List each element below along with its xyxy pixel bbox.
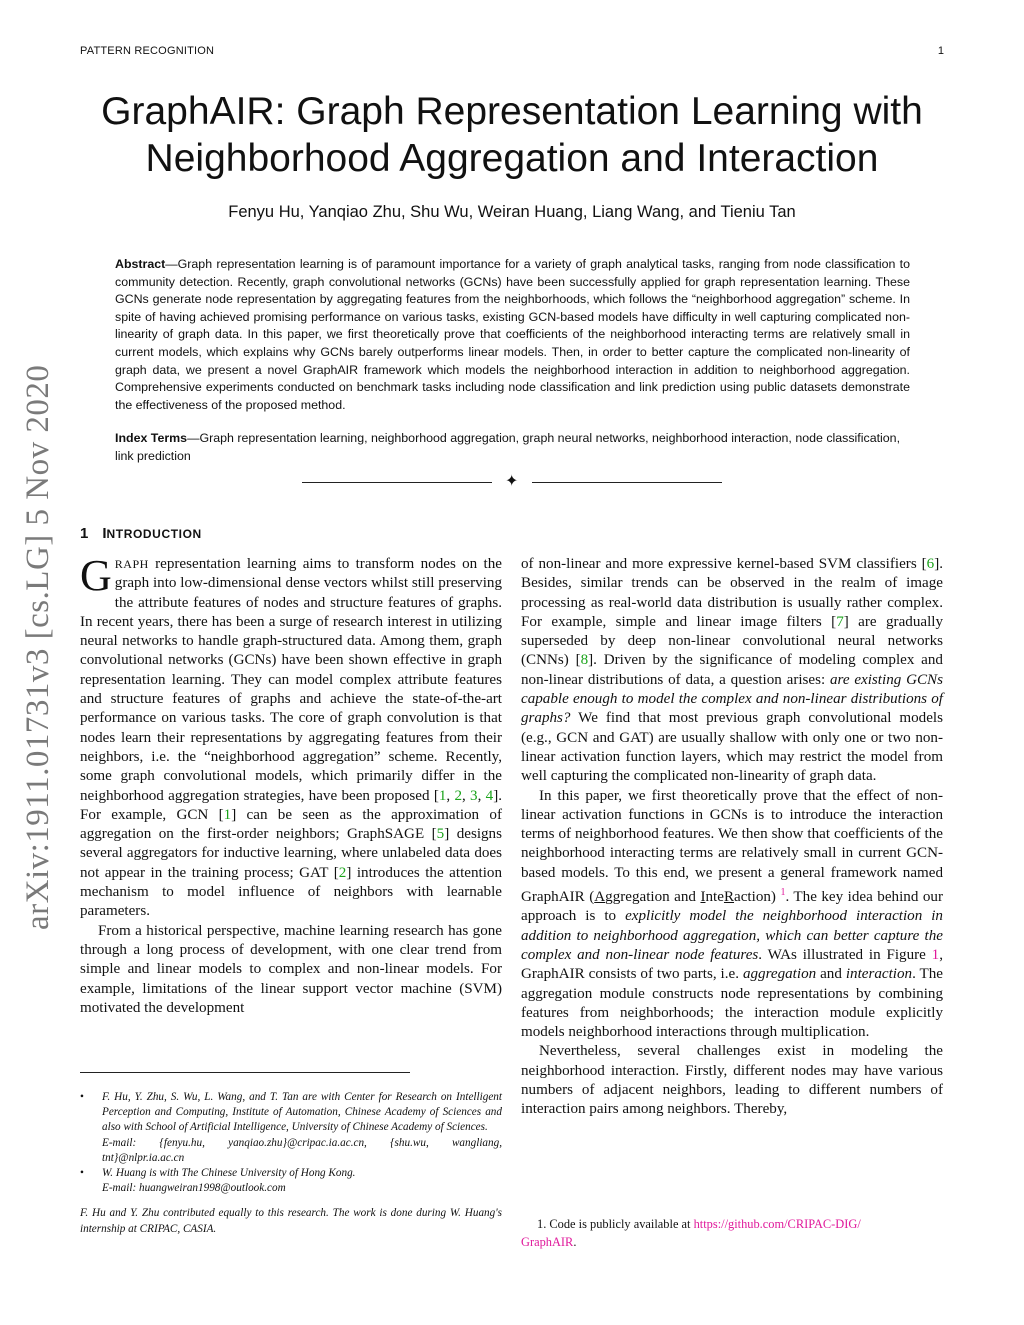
abstract-divider [302,473,722,490]
left-column [80,551,502,1018]
affiliation-text-1: F. Hu, Y. Zhu, S. Wu, L. Wang, and T. Tan are with Center for Research on Intelligent Perception and Computing, Institute of Automation, Chinese Academy of Sciences and also with School of Artificial Intelligence, University of Chinese Academy of Sciences. [102,1091,502,1134]
text-run: are existing GCNs capable enough to model the complex and non-linear distributions of graphs? [521,671,943,727]
text-run: action) [734,889,781,906]
text-run: ggregation and [605,889,701,906]
author-list: Fenyu Hu, Yanqiao Zhu, Shu Wu, Weiran Huang, Liang Wang, and Tieniu Tan [228,203,796,221]
github-link-part-2: GraphAIR [521,1234,574,1249]
bullet-icon: • [80,1167,84,1180]
citation-link[interactable]: 3 [470,787,478,804]
text-run: ]. Driven by the significance of modeling complex and non-linear distributions of data, a question arises: [521,652,943,688]
footnote-rule [80,1072,410,1073]
text-run: of non-linear and more expressive kernel-based SVM classifiers [ [521,556,927,572]
text-run: ]. Besides, similar trends can be observed in the realm of image processing as real-world data distribution is usually rather complex. For example, simple and linear image filters [ [521,556,943,630]
smallcaps-lead: RAPH [114,557,149,571]
footnote-end: . [573,1234,577,1249]
figure-ref-link[interactable]: 1 [931,946,940,963]
paragraph-intro-1 [80,551,502,922]
text-run: ] can be seen as the approximation of aggregation on the first-order neighbors; GraphSAGE [ [80,806,502,843]
divider-line-right [532,482,722,483]
divider-diamond-icon: ✦ [505,473,519,490]
github-link-part-1: https://github.com/CRIPAC-DIG/ [693,1217,861,1231]
github-link[interactable] [694,1217,861,1231]
paper-title: GraphAIR: Graph Representation Learning with Neighborhood Aggregation and Interaction [101,90,923,180]
text-run: . The key idea behind our approach is to [521,889,943,925]
text-run: Nevertheless, several challenges exist in modeling the neighborhood interaction. Firstly, different nodes may have various numbers of adjacent neighbors, leading to different numbers of interaction pairs among neighbors. Thereby, [521,1043,943,1118]
section-title-first-letter: I [102,525,107,542]
abstract-label: Abstract [115,257,166,271]
citation-link[interactable]: 4 [485,787,494,804]
text-run: ]. For example, GCN [ [80,787,502,823]
citation-link[interactable]: 2 [338,864,347,881]
paragraph-intro-5 [521,1042,943,1119]
abstract [115,256,910,414]
text-run: , [477,787,486,804]
text-run: . WAs illustrated in Figure [758,946,932,963]
text-run: ] are gradually superseded by deep non-linear convolutional neural networks (CNNs) [ [521,613,944,669]
text-run: We find that most previous graph convolutional models (e.g., GCN and GAT) are usually shallow with only one or two non-linear activation function layers, which may restrict the model from well capturing the complicated non-linearity of graph data. [521,710,943,785]
citation-link[interactable]: 2 [454,787,462,804]
affiliation-note-1 [80,1090,502,1166]
text-run: and [816,966,846,983]
text-run: representation learning aims to transform nodes on the graph into low-dimensional dense vectors whilst still preserving the attribute features of nodes and structure features of graphs. In recent years, there has been a surge of research interest in utilizing neural networks to handle graph-structured data. Among them, graph convolutional networks (GCNs) have been shown effective in graph representation learning. They can model complex attribute features and structure features of graphs and achieve the state-of-the-art performance on various tasks. The core of graph convolution is that nodes learn their representations by aggregating features from their neighbors, i.e. the “neighborhood aggregation” scheme. Recently, some graph convolutional models, which primarily differ in the neighborhood aggregation strategies, have been proposed [ [80,556,502,804]
text-run: , GraphAIR consists of two parts, i.e. [521,946,943,983]
affiliation-note-2 [80,1166,502,1196]
affiliation-email-2: E-mail: huangweiran1998@outlook.com [102,1182,286,1195]
text-run: , [446,787,455,804]
citation-link[interactable]: 7 [836,613,844,630]
text-run: R [723,889,735,906]
text-run: ] designs several aggregators for inductive learning, where unlabeled data does not appear in the training process; GAT [ [80,826,502,881]
citation-link[interactable]: 1 [438,787,447,804]
bullet-icon: • [80,1091,84,1103]
index-terms [115,430,910,465]
paragraph-intro-4 [521,787,943,1043]
section-number: 1 [80,525,89,542]
text-run: ] introduces the attention mechanism to model influence of neighbors with learnable parameters. [80,864,502,920]
section-title-rest: NTRODUCTION [106,527,202,541]
text-run: aggregation [742,966,817,983]
text-run: A [594,889,606,906]
divider-line-left [302,482,492,483]
abstract-text: —Graph representation learning is of paramount importance for a variety of graph analytical tasks, ranging from node classification to community detection. Recently, graph convolutional networks (GCNs) have been successfully applied for graph representation learning. These GCNs generate node representation by aggregating features from the neighborhoods, which follows the “neighborhood aggregation” scheme. In spite of having achieved promising performance on various tasks, existing GCN-based models have difficulty in well capturing complicated non-linearity of graph data. In this paper, we first theoretically prove that coefficients of the neighborhood interacting terms are relatively small in current models, which explains why GCNs barely outperforms linear models. Then, in order to better capture the complicated non-linearity of graph data, we present a novel GraphAIR framework which models the neighborhood interaction in addition to neighborhood aggregation. Comprehensive experiments conducted on benchmark tasks including node classification and link prediction using public datasets demonstrate the effectiveness of the proposed method. [115,257,910,412]
footnote-text: Code is publicly available at [549,1217,694,1231]
github-link-continued[interactable] [521,1235,573,1249]
code-footnote [521,1216,943,1251]
text-run: In this paper, we first theoretically prove that the effect of non-linear activation functions in GCNs is to introduce the interaction terms of neighborhood features. We then show that coefficients of the neighborhood interacting terms are relatively small in current GCN-based models. To this end, we present a general framework named GraphAIR ( [521,787,943,906]
paragraph-intro-3 [521,555,943,787]
footnote-number: 1. [537,1217,547,1231]
figure-ref-link[interactable]: 1 [780,887,786,899]
text-run: explicitly model the neighborhood interaction in addition to neighborhood aggregation, which can better capture the complex and non-linear node features [521,908,943,963]
right-column [521,555,943,1120]
citation-link[interactable]: 6 [926,556,935,572]
text-run: From a historical perspective, machine learning research has gone through a long process of development, with one clear trend from simple and linear models to complex and non-linear models. For example, limitations of the linear support vector machine (SVM) motivated the development [80,922,502,1016]
citation-link[interactable]: 5 [436,826,445,843]
running-header-journal: PATTERN RECOGNITION [80,45,215,57]
index-terms-label: Index Terms [115,431,188,445]
text-run: nte [705,889,724,906]
affiliation-text-2: W. Huang is with The Chinese University of Hong Kong. [102,1167,356,1180]
text-run: interaction [845,966,913,983]
text-run: I [700,889,706,906]
arxiv-watermark: arXiv:1911.01731v3 [cs.LG] 5 Nov 2020 [20,364,56,930]
affiliation-footnotes [80,1090,502,1237]
citation-link[interactable]: 1 [223,806,232,823]
text-run: , [462,787,471,804]
running-header-page-number: 1 [937,45,944,57]
dropcap: G [80,551,112,600]
section-heading-introduction [80,525,202,542]
index-terms-text: —Graph representation learning, neighborhood aggregation, graph neural networks, neighborhood interaction, node classification, link prediction [115,431,901,463]
paragraph-intro-2 [80,922,502,1018]
affiliation-email-1: E-mail: {fenyu.hu, yanqiao.zhu}@cripac.ia.ac.cn, {shu.wu, wangliang, tnt}@nlpr.ia.ac.cn [102,1136,502,1164]
citation-link[interactable]: 8 [580,652,589,669]
contribution-note: F. Hu and Y. Zhu contributed equally to this research. The work is done during W. Huang's internship at CRIPAC, CASIA. [80,1207,502,1235]
text-run: . The aggregation module constructs node representations by combining features from neighborhoods; the interaction module explicitly models neighborhood interactions through multiplication. [521,966,944,1041]
